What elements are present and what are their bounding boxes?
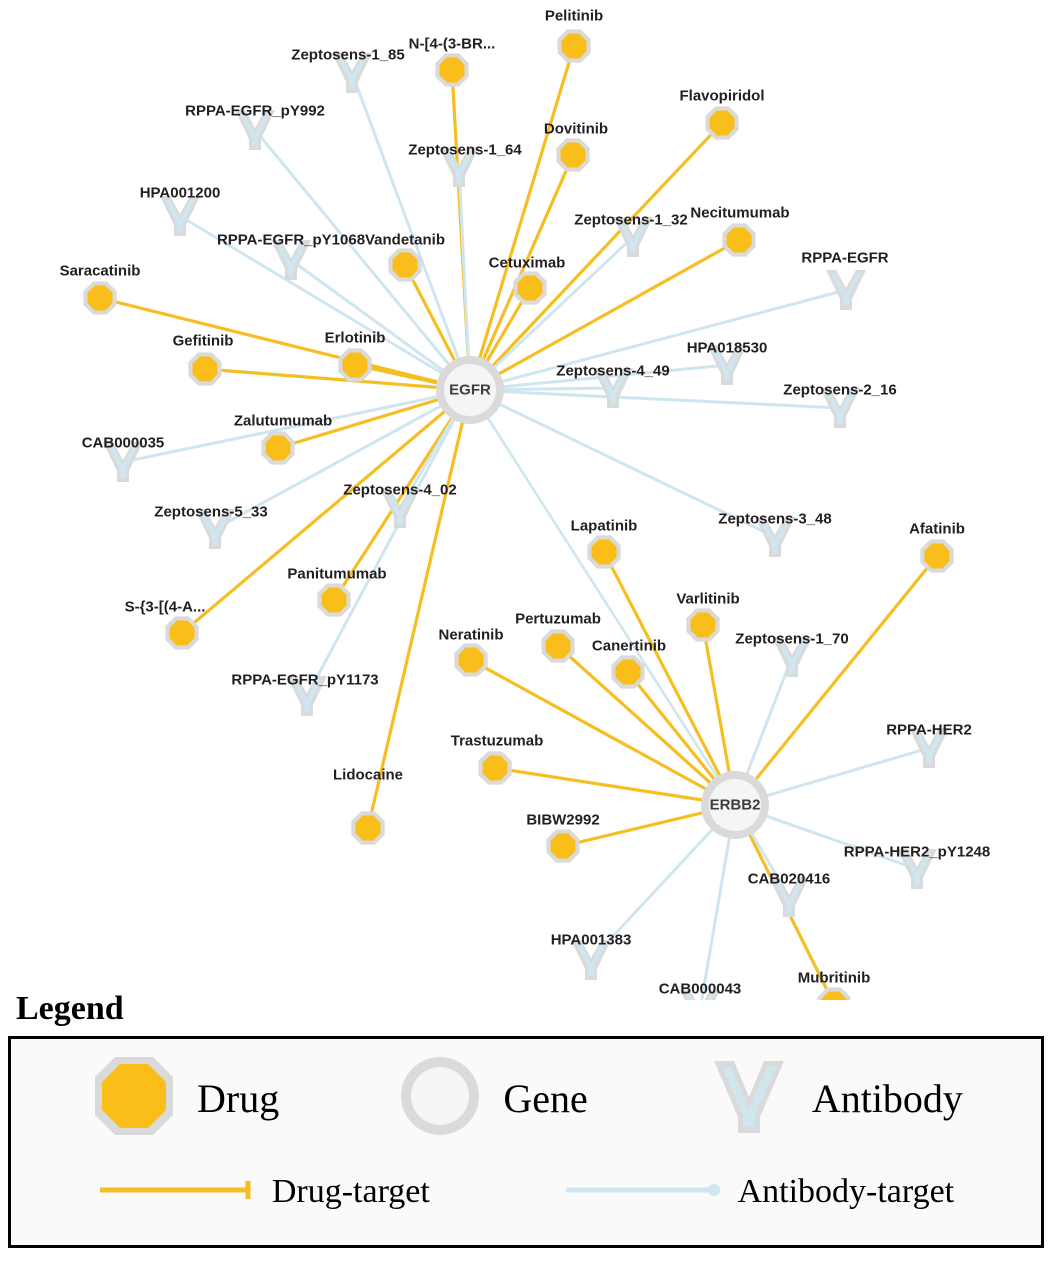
drug-node-label: Pertuzumab bbox=[515, 610, 601, 628]
antibody-node-label: CAB000043 bbox=[658, 980, 742, 998]
antibody-node-label: HPA018530 bbox=[686, 339, 768, 357]
antibody-node-label: RPPA-EGFR bbox=[801, 249, 889, 267]
drug-node-label: Flavopiridol bbox=[679, 87, 765, 105]
antibody-node-label: HPA001383 bbox=[550, 931, 632, 949]
drug-node-body bbox=[925, 544, 950, 569]
drug-node[interactable] bbox=[317, 583, 350, 616]
antibody-target-edge-icon bbox=[564, 1178, 724, 1207]
antibody-node-label: Zeptosens-4_49 bbox=[556, 362, 670, 380]
drug-node-label: Saracatinib bbox=[59, 262, 141, 280]
drug-node-body bbox=[343, 353, 368, 378]
drug-node[interactable] bbox=[188, 352, 221, 385]
drug-node-label: Lapatinib bbox=[570, 517, 638, 535]
antibody-node-label: Zeptosens-1_70 bbox=[735, 630, 849, 648]
drug-node-label: S-{3-[(4-A... bbox=[124, 598, 206, 616]
legend-label-drug: Drug bbox=[197, 1075, 280, 1121]
drug-node[interactable] bbox=[920, 539, 953, 572]
antibody-node-label: RPPA-EGFR_pY1173 bbox=[231, 671, 379, 689]
antibody-node-label: RPPA-EGFR_pY1068 bbox=[216, 231, 366, 249]
drug-node-body bbox=[546, 634, 571, 659]
drug-node[interactable] bbox=[686, 608, 719, 641]
edge-drug-target bbox=[368, 390, 470, 828]
drug-node-body bbox=[561, 143, 586, 168]
antibody-node-label: Zeptosens-5_33 bbox=[154, 503, 268, 521]
legend bbox=[8, 990, 1048, 1248]
antibody-node-label: Zeptosens-1_85 bbox=[291, 46, 405, 64]
drug-node-body bbox=[393, 253, 418, 278]
edge-drug-target bbox=[470, 46, 574, 390]
drug-node-label: Cetuximab bbox=[488, 254, 566, 272]
drug-icon bbox=[89, 1051, 179, 1146]
drug-node-body bbox=[440, 58, 465, 83]
legend-label-gene: Gene bbox=[503, 1075, 588, 1121]
antibody-node-label: Zeptosens-4_02 bbox=[343, 481, 457, 499]
edge-drug-target bbox=[735, 556, 937, 805]
drug-node-body bbox=[88, 286, 113, 311]
drug-node[interactable] bbox=[705, 106, 738, 139]
legend-item-drug bbox=[89, 1051, 279, 1146]
drug-node-label: Gefitinib bbox=[172, 332, 234, 350]
drug-node[interactable] bbox=[435, 53, 468, 86]
drug-target-edge-icon bbox=[98, 1178, 258, 1207]
legend-label-antibody: Antibody bbox=[811, 1075, 963, 1121]
drug-node-label: Necitumumab bbox=[690, 204, 790, 222]
legend-title: Legend bbox=[16, 990, 124, 1027]
drug-node[interactable] bbox=[587, 535, 620, 568]
gene-node-label: ERBB2 bbox=[709, 796, 761, 814]
drug-node-label: Trastuzumab bbox=[450, 732, 544, 750]
drug-node[interactable] bbox=[513, 271, 546, 304]
edge-drug-target bbox=[470, 155, 573, 390]
drug-node-label: Pelitinib bbox=[544, 7, 604, 25]
drug-node-body bbox=[322, 588, 347, 613]
drug-node-label: Lidocaine bbox=[332, 766, 404, 784]
antibody-icon bbox=[704, 1051, 794, 1146]
drug-node[interactable] bbox=[611, 655, 644, 688]
drug-node[interactable] bbox=[165, 616, 198, 649]
drug-node[interactable] bbox=[557, 29, 590, 62]
legend-edge-antibody-target bbox=[564, 1173, 955, 1211]
drug-node[interactable] bbox=[546, 829, 579, 862]
drug-node[interactable] bbox=[454, 643, 487, 676]
legend-edge-drug-target bbox=[98, 1173, 430, 1211]
drug-node[interactable] bbox=[556, 138, 589, 171]
antibody-node-label: Zeptosens-2_16 bbox=[783, 381, 897, 399]
drug-node-label: N-[4-(3-BR... bbox=[408, 35, 496, 53]
antibody-node-label: RPPA-HER2 bbox=[886, 721, 972, 739]
drug-node-label: Varlitinib bbox=[676, 590, 740, 608]
legend-box bbox=[8, 1036, 1044, 1248]
drug-node-body bbox=[592, 540, 617, 565]
drug-node-body bbox=[356, 816, 381, 841]
drug-node[interactable] bbox=[722, 223, 755, 256]
legend-edge-label-antibody-target: Antibody-target bbox=[737, 1173, 955, 1210]
drug-node-body bbox=[266, 436, 291, 461]
drug-node-body bbox=[562, 34, 587, 59]
drug-node-body bbox=[710, 111, 735, 136]
legend-edge-label-drug-target: Drug-target bbox=[271, 1173, 430, 1210]
drug-node-label: Vandetanib bbox=[364, 231, 446, 249]
drug-node[interactable] bbox=[351, 811, 384, 844]
legend-item-antibody bbox=[704, 1051, 963, 1146]
drug-node-body bbox=[616, 660, 641, 685]
drug-node-label: Zalutumumab bbox=[233, 412, 333, 430]
antibody-node-label: Zeptosens-1_32 bbox=[574, 211, 688, 229]
antibody-node[interactable] bbox=[826, 270, 866, 310]
drug-node[interactable] bbox=[541, 629, 574, 662]
drug-node-body bbox=[727, 228, 752, 253]
drug-node[interactable] bbox=[83, 281, 116, 314]
antibody-node-label: HPA001200 bbox=[139, 184, 221, 202]
antibody-node[interactable] bbox=[160, 196, 200, 236]
antibody-node-label: CAB020416 bbox=[747, 870, 831, 888]
drug-node[interactable] bbox=[261, 431, 294, 464]
legend-item-gene bbox=[395, 1051, 587, 1146]
drug-node-body bbox=[193, 357, 218, 382]
drug-node-label: BIBW2992 bbox=[526, 811, 600, 829]
drug-node[interactable] bbox=[478, 751, 511, 784]
drug-node-body bbox=[691, 613, 716, 638]
drug-node[interactable] bbox=[388, 248, 421, 281]
drug-node-label: Canertinib bbox=[591, 637, 667, 655]
drug-node-body bbox=[483, 756, 508, 781]
drug-node-label: Neratinib bbox=[438, 626, 504, 644]
antibody-node-label: RPPA-HER2_pY1248 bbox=[843, 843, 991, 861]
drug-node-label: Panitumumab bbox=[287, 565, 387, 583]
drug-node[interactable] bbox=[338, 348, 371, 381]
drug-node-label: Mubritinib bbox=[797, 969, 871, 987]
drug-node-body bbox=[551, 834, 576, 859]
drug-node-body bbox=[459, 648, 484, 673]
drug-node-body bbox=[170, 621, 195, 646]
drug-node-label: Afatinib bbox=[909, 520, 965, 538]
antibody-node-label: Zeptosens-3_48 bbox=[718, 510, 832, 528]
gene-icon bbox=[395, 1051, 485, 1146]
drug-node-label: Erlotinib bbox=[324, 329, 386, 347]
drug-node-body bbox=[518, 276, 543, 301]
antibody-node-label: Zeptosens-1_64 bbox=[408, 141, 522, 159]
gene-node-label: EGFR bbox=[449, 381, 491, 399]
antibody-node-label: RPPA-EGFR_pY992 bbox=[185, 102, 325, 120]
antibody-node-label: CAB000035 bbox=[81, 434, 165, 452]
drug-node-label: Dovitinib bbox=[543, 120, 609, 138]
